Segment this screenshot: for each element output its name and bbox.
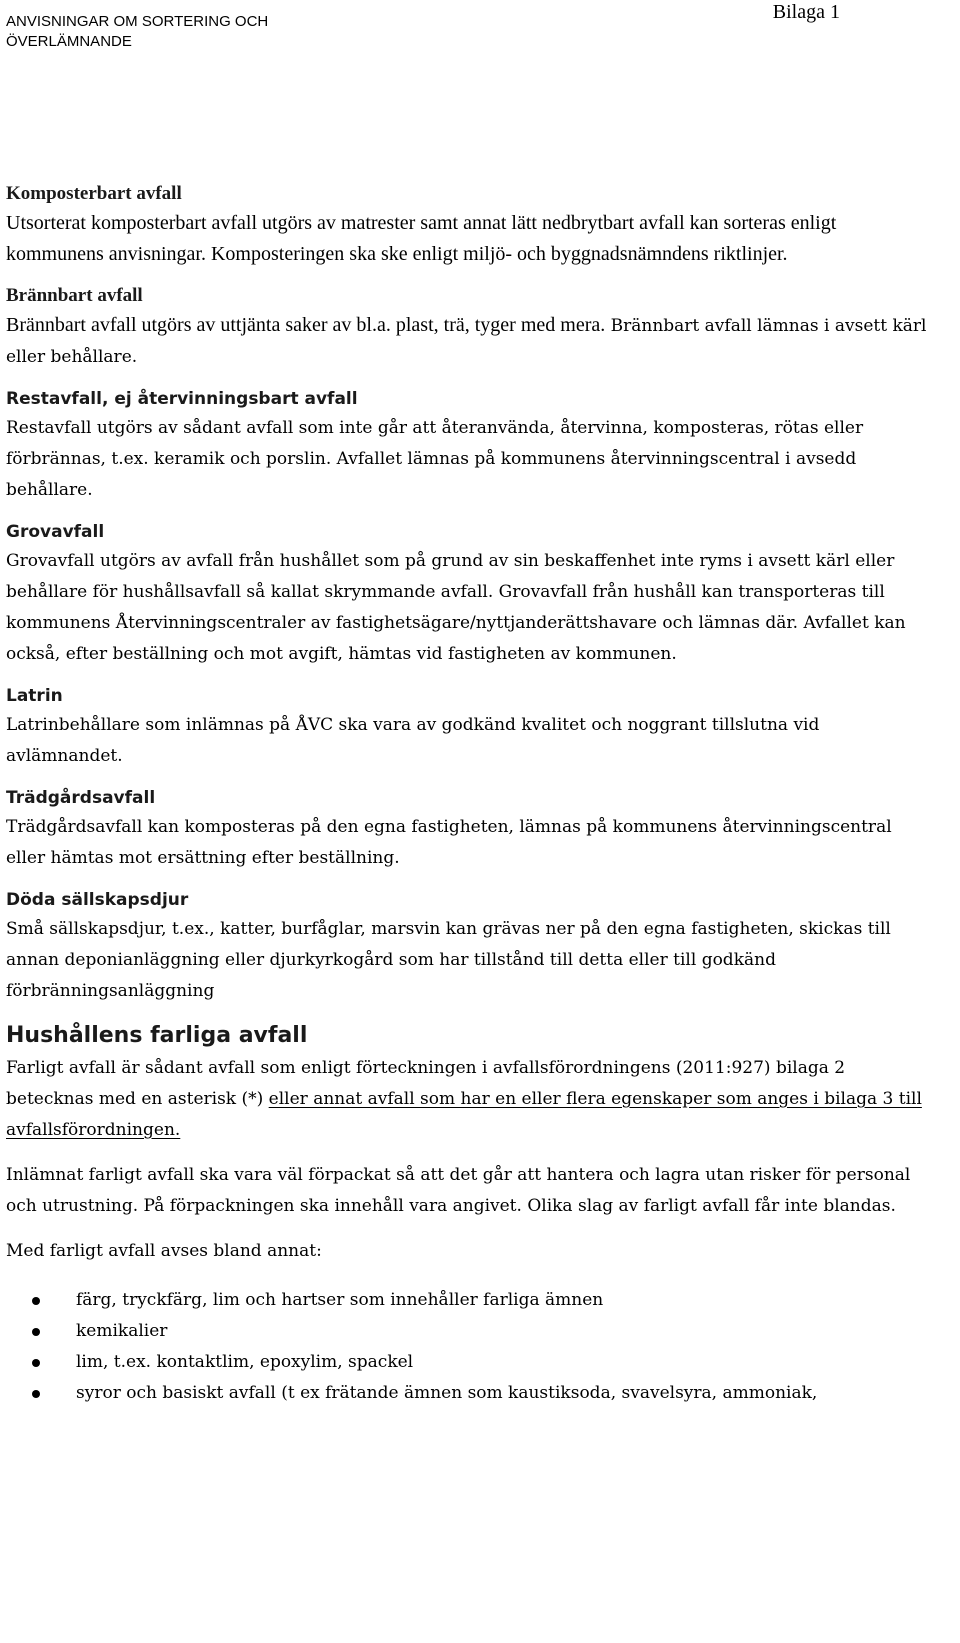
section-latrin bbox=[6, 682, 936, 772]
list-item bbox=[6, 1316, 936, 1347]
heading-farligt-avfall: Hushållens farliga avfall bbox=[6, 1023, 308, 1048]
heading-tradgardsavfall: Trädgårdsavfall bbox=[6, 788, 156, 808]
bullet-icon bbox=[32, 1390, 40, 1398]
section-restavfall bbox=[6, 385, 936, 506]
section-tradgardsavfall bbox=[6, 784, 936, 874]
list-item-text: syror och basiskt avfall (t ex frätande ämnen som kaustiksoda, svavelsyra, ammoniak, bbox=[76, 1383, 818, 1403]
appendix-label: Bilaga 1 bbox=[772, 1, 840, 23]
heading-grovavfall: Grovavfall bbox=[6, 522, 105, 542]
text-komposterbart: Utsorterat komposterbart avfall utgörs av matrester samt annat lätt nedbrytbart avfall kan sorteras enligt kommunens anvisningar. Komposteringen ska ske enligt miljö- och byggnadsnämndens riktlinjer. bbox=[6, 212, 837, 265]
text-doda-sallskapsdjur: Små sällskapsdjur, t.ex., katter, burfåglar, marsvin kan grävas ner på den egna fastigheten, skickas till annan deponianläggning eller djurkyrkogård som har tillstånd till detta eller till godkänd förbränningsanläggning bbox=[6, 919, 891, 1001]
farligt-avfall-list bbox=[6, 1285, 936, 1409]
text-farligt-intro-list: Med farligt avfall avses bland annat: bbox=[6, 1241, 322, 1261]
text-farligt-definition bbox=[6, 1053, 936, 1146]
document-header-title bbox=[6, 12, 268, 52]
heading-komposterbart: Komposterbart avfall bbox=[6, 183, 182, 204]
header-title-line1: ANVISNINGAR OM SORTERING OCH bbox=[6, 13, 269, 30]
text-restavfall: Restavfall utgörs av sådant avfall som inte går att återanvända, återvinna, komposteras, rötas eller förbrännas, t.ex. keramik och porslin. Avfallet lämnas på kommunens återvinningscentral i avsedd behållare. bbox=[6, 418, 864, 500]
section-grovavfall bbox=[6, 518, 936, 670]
text-brannbart-a: Brännbart avfall utgörs av uttjänta saker av bl.a. plast, trä, tyger med mera. bbox=[6, 314, 606, 336]
text-brannbart bbox=[6, 310, 936, 373]
text-farligt-definition-underlined: eller annat avfall som har en eller flera egenskaper som anges i bilaga 3 till avfallsförordningen. bbox=[6, 1089, 922, 1140]
heading-restavfall: Restavfall, ej återvinningsbart avfall bbox=[6, 389, 358, 409]
text-farligt-definition-a: Farligt avfall är sådant avfall som enligt förteckningen i avfallsförordningens (2011:927) bilaga 2 betecknas med en asterisk (*) bbox=[6, 1058, 846, 1109]
section-komposterbart bbox=[6, 180, 936, 270]
text-brannbart-b: Brännbart avfall lämnas i avsett kärl eller behållare. bbox=[6, 316, 927, 367]
text-latrin: Latrinbehållare som inlämnas på ÅVC ska vara av godkänd kvalitet och noggrant tillslutna vid avlämnandet. bbox=[6, 715, 820, 766]
list-item bbox=[6, 1378, 936, 1409]
heading-latrin: Latrin bbox=[6, 686, 63, 706]
bullet-icon bbox=[32, 1297, 40, 1305]
section-brannbart bbox=[6, 282, 936, 373]
text-grovavfall: Grovavfall utgörs av avfall från hushållet som på grund av sin beskaffenhet inte ryms i avsett kärl eller behållare för hushållsavfall så kallat skrymmande avfall. Grovavfall från hushåll kan transporteras till kommunens Återvinningscentraler av fastighetsägare/nyttjanderättshavare och lämnas där. Avfallet kan också, efter beställning och mot avgift, hämtas vid fastigheten av kommunen. bbox=[6, 551, 906, 664]
heading-doda-sallskapsdjur: Döda sällskapsdjur bbox=[6, 890, 189, 910]
text-tradgardsavfall: Trädgårdsavfall kan komposteras på den egna fastigheten, lämnas på kommunens återvinningscentral eller hämtas mot ersättning efter beställning. bbox=[6, 817, 892, 868]
list-item bbox=[6, 1285, 936, 1316]
header-title-line2: ÖVERLÄMNANDE bbox=[6, 33, 132, 50]
bullet-icon bbox=[32, 1328, 40, 1336]
section-doda-sallskapsdjur bbox=[6, 886, 936, 1007]
list-item-text: kemikalier bbox=[76, 1321, 168, 1341]
list-item-text: färg, tryckfärg, lim och hartser som innehåller farliga ämnen bbox=[76, 1290, 604, 1310]
section-farligt-avfall bbox=[6, 1019, 936, 1409]
text-farligt-forpackning: Inlämnat farligt avfall ska vara väl förpackat så att det går att hantera och lagra utan risker för personal och utrustning. På förpackningen ska innehåll vara angivet. Olika slag av farligt avfall får inte blandas. bbox=[6, 1165, 911, 1216]
document-body bbox=[6, 180, 936, 1421]
list-item-text: lim, t.ex. kontaktlim, epoxylim, spackel bbox=[76, 1352, 414, 1372]
list-item bbox=[6, 1347, 936, 1378]
heading-brannbart: Brännbart avfall bbox=[6, 285, 143, 306]
bullet-icon bbox=[32, 1359, 40, 1367]
